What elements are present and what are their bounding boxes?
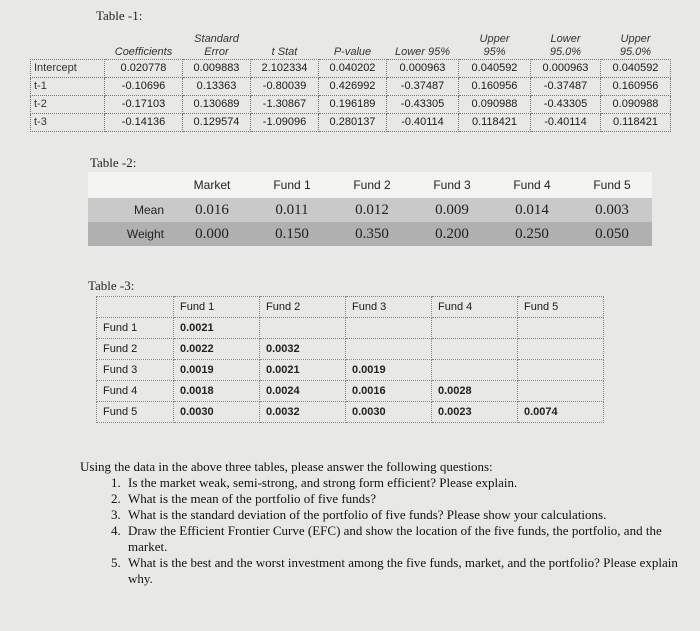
question-item: 1. Is the market weak, semi-strong, and strong form efficient? Please explain.	[124, 475, 692, 491]
row-label: Fund 3	[97, 360, 174, 381]
table2-header-row	[88, 172, 652, 198]
table1-header: P-value	[333, 45, 372, 58]
table1-header: Coefficients	[114, 45, 173, 58]
questions-intro: Using the data in the above three tables, please answer the following questions:	[80, 459, 493, 474]
question-item: 2. What is the mean of the portfolio of five funds?	[124, 491, 692, 507]
row-label: Mean	[88, 198, 172, 222]
table-cell: -0.10696	[105, 77, 183, 95]
table-cell: 0.000	[172, 222, 252, 246]
table-cell	[432, 339, 518, 360]
table-cell: -0.80039	[251, 77, 319, 95]
table-cell: -0.37487	[531, 77, 601, 95]
table-cell: 0.0032	[260, 339, 346, 360]
table-row	[97, 360, 604, 381]
row-label: Fund 4	[97, 381, 174, 402]
table-cell: 0.090988	[601, 95, 671, 113]
row-label: Fund 1	[97, 318, 174, 339]
table-cell: 0.118421	[601, 113, 671, 131]
table-cell: 0.0023	[432, 402, 518, 423]
table-cell: -0.40114	[531, 113, 601, 131]
table-cell: 0.003	[572, 198, 652, 222]
table-cell	[432, 318, 518, 339]
table-row	[31, 77, 671, 95]
table-cell: 0.160956	[459, 77, 531, 95]
table-cell: 0.150	[252, 222, 332, 246]
table-cell: 0.280137	[319, 113, 387, 131]
table1-header: Lower 95%	[394, 45, 451, 58]
table-cell: 0.196189	[319, 95, 387, 113]
table-cell: 0.130689	[183, 95, 251, 113]
row-label: t-3	[31, 113, 105, 131]
table1-header: Upper 95%	[479, 32, 510, 58]
table-cell: -0.37487	[387, 77, 459, 95]
table-cell: 0.0016	[346, 381, 432, 402]
table-cell: 0.020778	[105, 59, 183, 77]
table-cell	[518, 381, 604, 402]
table2-caption: Table -2:	[90, 155, 137, 170]
table-cell: 0.250	[492, 222, 572, 246]
table1-header-row	[31, 25, 671, 59]
table-cell: -1.30867	[251, 95, 319, 113]
table2-header: Market	[172, 172, 252, 198]
table3-caption: Table -3:	[88, 278, 135, 293]
table1-header: Standard Error	[194, 32, 239, 58]
table-cell: 0.0018	[174, 381, 260, 402]
table-row	[31, 113, 671, 131]
table3-header: Fund 1	[174, 297, 260, 318]
table-cell: 0.129574	[183, 113, 251, 131]
table-row	[97, 402, 604, 423]
table-cell: 0.0074	[518, 402, 604, 423]
table-cell	[518, 339, 604, 360]
table-cell: -0.43305	[387, 95, 459, 113]
table-cell: 0.350	[332, 222, 412, 246]
regression-table	[30, 25, 671, 132]
table2-header: Fund 3	[412, 172, 492, 198]
table1-header: Upper 95.0%	[619, 32, 652, 58]
table2-header: Fund 4	[492, 172, 572, 198]
table-cell: 0.0021	[174, 318, 260, 339]
table-cell	[518, 318, 604, 339]
table-cell: 0.011	[252, 198, 332, 222]
row-label: t-1	[31, 77, 105, 95]
table3-corner	[97, 297, 174, 318]
table-cell: 0.0030	[346, 402, 432, 423]
row-label: Intercept	[31, 59, 105, 77]
table-row	[88, 222, 652, 246]
table-cell: -0.40114	[387, 113, 459, 131]
table-cell: 0.000963	[531, 59, 601, 77]
table-cell	[432, 360, 518, 381]
row-label: t-2	[31, 95, 105, 113]
table-cell: -1.09096	[251, 113, 319, 131]
fund-means-table	[88, 172, 652, 246]
table-row	[31, 95, 671, 113]
table-cell: 0.118421	[459, 113, 531, 131]
table-cell: 0.000963	[387, 59, 459, 77]
table-cell	[346, 318, 432, 339]
table-cell	[260, 318, 346, 339]
table-cell: 0.0032	[260, 402, 346, 423]
table-cell: 0.009883	[183, 59, 251, 77]
table-cell: 0.050	[572, 222, 652, 246]
table-cell: -0.14136	[105, 113, 183, 131]
table-row	[97, 318, 604, 339]
table-cell: 0.009	[412, 198, 492, 222]
table-cell: 0.0022	[174, 339, 260, 360]
table3-header: Fund 5	[518, 297, 604, 318]
table-cell: 0.012	[332, 198, 412, 222]
question-item: 4. Draw the Efficient Frontier Curve (EFC) and show the location of the five funds, the portfolio, and the market.	[124, 523, 692, 555]
table-cell	[518, 360, 604, 381]
table-cell: 0.160956	[601, 77, 671, 95]
table2-header: Fund 2	[332, 172, 412, 198]
table1-caption: Table -1:	[96, 8, 143, 23]
table3-header-row	[97, 297, 604, 318]
table-row	[31, 59, 671, 77]
table-cell: 0.200	[412, 222, 492, 246]
table-cell: 0.0019	[346, 360, 432, 381]
table-cell: 0.014	[492, 198, 572, 222]
row-label: Weight	[88, 222, 172, 246]
table-cell: -0.43305	[531, 95, 601, 113]
table-row	[88, 198, 652, 222]
table2-header: Fund 1	[252, 172, 332, 198]
table-cell: 2.102334	[251, 59, 319, 77]
table-cell: 0.040202	[319, 59, 387, 77]
table-cell: 0.0024	[260, 381, 346, 402]
table1-header: Lower 95.0%	[549, 32, 582, 58]
table1-header: t Stat	[271, 45, 298, 58]
row-label: Fund 5	[97, 402, 174, 423]
table-cell: 0.090988	[459, 95, 531, 113]
questions-block	[80, 459, 692, 587]
questions-list	[80, 475, 692, 587]
table-row	[97, 381, 604, 402]
row-label: Fund 2	[97, 339, 174, 360]
table-cell: 0.040592	[601, 59, 671, 77]
table-cell: 0.13363	[183, 77, 251, 95]
table-cell: 0.0030	[174, 402, 260, 423]
table2-header: Fund 5	[572, 172, 652, 198]
table2-corner	[88, 172, 172, 198]
covariance-table	[96, 296, 604, 423]
table-cell: 0.0028	[432, 381, 518, 402]
table-cell: 0.040592	[459, 59, 531, 77]
table3-header: Fund 2	[260, 297, 346, 318]
table3-header: Fund 4	[432, 297, 518, 318]
table-cell: 0.0019	[174, 360, 260, 381]
table-cell: -0.17103	[105, 95, 183, 113]
question-item: 3. What is the standard deviation of the portfolio of five funds? Please show your calculations.	[124, 507, 692, 523]
table1-corner	[31, 25, 105, 59]
table-cell: 0.0021	[260, 360, 346, 381]
table-cell: 0.426992	[319, 77, 387, 95]
table-cell: 0.016	[172, 198, 252, 222]
question-item: 5. What is the best and the worst investment among the five funds, market, and the portfolio? Please explain why.	[124, 555, 692, 587]
table-row	[97, 339, 604, 360]
table-cell	[346, 339, 432, 360]
table3-header: Fund 3	[346, 297, 432, 318]
